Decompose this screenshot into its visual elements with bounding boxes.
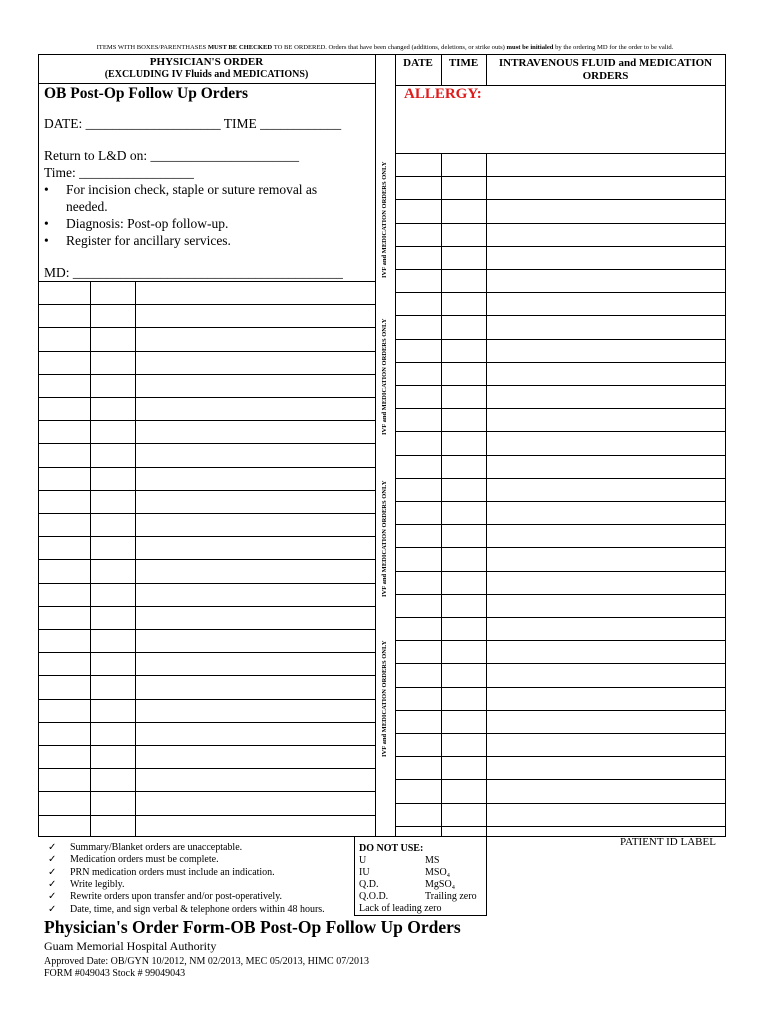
- do-not-use-abbrev: Q.D.: [359, 879, 379, 890]
- do-not-use-title: DO NOT USE:: [359, 843, 424, 854]
- approval-dates: Approved Date: OB/GYN 10/2012, NM 02/2013, MEC 05/2013, HIMC 07/2013: [44, 956, 369, 967]
- checklist-item-text: PRN medication orders must include an indication.: [70, 866, 275, 878]
- bullet-dot-icon: •: [44, 216, 49, 231]
- right-panel-border: [395, 54, 396, 836]
- top-border: [38, 54, 726, 55]
- order-validity-notice: ITEMS WITH BOXES/PARENTHASES MUST BE CHECKED TO BE ORDERED. Orders that have been changed (additions, deletions, or strike outs) must be initialed by the ordering MD for the order to be valid.: [96, 44, 674, 51]
- physician-order-header: PHYSICIAN'S ORDER: [149, 56, 264, 68]
- physician-order-row-line: [38, 815, 375, 816]
- iv-order-row-line: [395, 756, 726, 757]
- iv-orders-header-line2: ORDERS: [582, 70, 629, 82]
- allergy-label: ALLERGY:: [404, 86, 482, 102]
- return-time-line[interactable]: Time: _________________: [44, 165, 194, 180]
- iv-order-row-line: [395, 687, 726, 688]
- iv-order-row-line: [395, 594, 726, 595]
- iv-order-row-line: [395, 640, 726, 641]
- iv-order-row-line: [395, 362, 726, 363]
- physician-order-row-line: [38, 652, 375, 653]
- iv-order-date-col: [441, 153, 442, 836]
- physician-order-row-line: [38, 374, 375, 375]
- checklist-item-text: Rewrite orders upon transfer and/or post-operatively.: [70, 891, 283, 903]
- physician-order-row-line: [38, 443, 375, 444]
- date-column-header: DATE: [403, 57, 433, 69]
- physician-order-row-line: [38, 304, 375, 305]
- physician-order-row-line: [38, 420, 375, 421]
- physician-order-row-line: [38, 699, 375, 700]
- do-not-use-abbrev: U: [359, 855, 367, 866]
- bullet-diagnosis: • Diagnosis: Post-op follow-up.: [44, 216, 229, 231]
- left-header-bottom: [38, 83, 375, 84]
- iv-order-row-line: [395, 501, 726, 502]
- physician-order-row-line: [38, 397, 375, 398]
- checkmark-icon: ✓: [48, 842, 57, 853]
- ivf-vertical-label-4: IVF and MEDICATION ORDERS ONLY: [381, 640, 388, 757]
- order-set-title: OB Post-Op Follow Up Orders: [44, 85, 249, 102]
- iv-order-row-line: [395, 385, 726, 386]
- physician-order-row-line: [38, 629, 375, 630]
- iv-order-row-line: [395, 223, 726, 224]
- iv-order-row-line: [395, 315, 726, 316]
- checklist-item: [48, 854, 219, 865]
- iv-order-row-line: [395, 803, 726, 804]
- date-time-line[interactable]: DATE: ____________________ TIME ____________: [44, 116, 342, 131]
- iv-order-row-line: [395, 733, 726, 734]
- checklist-item: [48, 879, 125, 890]
- form-title: Physician's Order Form-OB Post-Op Follow Up Orders: [44, 917, 461, 937]
- physician-order-row-line: [38, 583, 375, 584]
- right-border: [725, 54, 726, 836]
- physician-order-date-col: [90, 281, 91, 836]
- checklist-item-text: Date, time, and sign verbal & telephone orders within 48 hours.: [70, 903, 325, 915]
- physician-order-row-line: [38, 559, 375, 560]
- iv-order-row-line: [395, 524, 726, 525]
- iv-order-row-line: [395, 339, 726, 340]
- checklist-item: [48, 842, 242, 853]
- do-not-use-abbrev: MSO₄: [425, 867, 451, 878]
- left-border: [38, 54, 39, 836]
- iv-order-row-line: [395, 710, 726, 711]
- checklist-item: [48, 904, 325, 915]
- iv-order-row-line: [395, 779, 726, 780]
- iv-order-row-line: [395, 547, 726, 548]
- checklist-item: [48, 867, 275, 878]
- iv-order-row-line: [395, 176, 726, 177]
- bullet-ancillary: • Register for ancillary services.: [44, 233, 231, 248]
- bullet-incision: • For incision check, staple or suture removal as: [44, 182, 318, 197]
- do-not-use-abbrev: MS: [425, 855, 440, 866]
- physician-order-row-line: [38, 513, 375, 514]
- iv-order-row-line: [395, 292, 726, 293]
- do-not-use-abbrev: IU: [359, 867, 370, 878]
- patient-id-label: PATIENT ID LABEL: [620, 836, 716, 848]
- iv-order-row-line: [395, 455, 726, 456]
- physician-order-row-line: [38, 768, 375, 769]
- iv-order-row-line: [395, 478, 726, 479]
- iv-order-row-line: [395, 269, 726, 270]
- iv-order-row-line: [395, 617, 726, 618]
- physician-order-row-line: [38, 281, 375, 282]
- bullet-dot-icon: •: [44, 182, 49, 197]
- ivf-vertical-label-2: IVF and MEDICATION ORDERS ONLY: [381, 318, 388, 435]
- left-panel-border: [375, 54, 376, 836]
- organization-name: Guam Memorial Hospital Authority: [44, 939, 217, 953]
- do-not-use-abbrev: MgSO₄: [425, 879, 456, 890]
- md-signature-line[interactable]: MD: ________________________________________: [44, 265, 343, 280]
- iv-order-row-line: [395, 153, 726, 154]
- physician-order-row-line: [38, 791, 375, 792]
- checkmark-icon: ✓: [48, 866, 57, 878]
- physician-order-row-line: [38, 745, 375, 746]
- bullet-dot-icon: •: [44, 233, 49, 248]
- checkmark-icon: ✓: [48, 854, 57, 866]
- physician-order-row-line: [38, 327, 375, 328]
- bullet-incision-cont: needed.: [66, 199, 108, 214]
- physician-order-row-line: [38, 606, 375, 607]
- iv-order-row-line: [395, 826, 726, 827]
- checklist-item-text: Write legibly.: [70, 878, 125, 890]
- physician-order-row-line: [38, 722, 375, 723]
- ivf-vertical-label-1: IVF and MEDICATION ORDERS ONLY: [381, 161, 388, 278]
- time-column-header: TIME: [448, 57, 479, 69]
- physician-order-row-line: [38, 490, 375, 491]
- physician-order-row-line: [38, 536, 375, 537]
- iv-order-row-line: [395, 431, 726, 432]
- form-number: FORM #049043 Stock # 99049043: [44, 968, 186, 979]
- iv-order-row-line: [395, 199, 726, 200]
- do-not-use-abbrev: Q.O.D.: [359, 891, 389, 902]
- checklist-item-text: Summary/Blanket orders are unacceptable.: [70, 842, 243, 853]
- checkmark-icon: ✓: [48, 891, 57, 903]
- return-to-ld-line[interactable]: Return to L&D on: ______________________: [44, 148, 299, 163]
- iv-order-row-line: [395, 571, 726, 572]
- checklist-item-text: Medication orders must be complete.: [70, 854, 219, 866]
- ivf-vertical-label-3: IVF and MEDICATION ORDERS ONLY: [381, 480, 388, 597]
- do-not-use-last: Lack of leading zero: [359, 903, 442, 914]
- physician-order-subheader: (EXCLUDING IV Fluids and MEDICATIONS): [104, 69, 309, 80]
- iv-order-row-line: [395, 663, 726, 664]
- checkmark-icon: ✓: [48, 903, 57, 915]
- checklist-item: [48, 891, 282, 902]
- physician-order-time-col: [135, 281, 136, 836]
- checkmark-icon: ✓: [48, 878, 57, 890]
- do-not-use-abbrev: Trailing zero: [425, 891, 477, 902]
- iv-order-row-line: [395, 246, 726, 247]
- iv-orders-header-line1: INTRAVENOUS FLUID and MEDICATION: [498, 57, 713, 69]
- physician-order-row-line: [38, 351, 375, 352]
- iv-order-row-line: [395, 408, 726, 409]
- do-not-use-box: [354, 836, 487, 916]
- iv-order-time-col: [486, 153, 487, 836]
- physician-order-row-line: [38, 467, 375, 468]
- physician-order-row-line: [38, 675, 375, 676]
